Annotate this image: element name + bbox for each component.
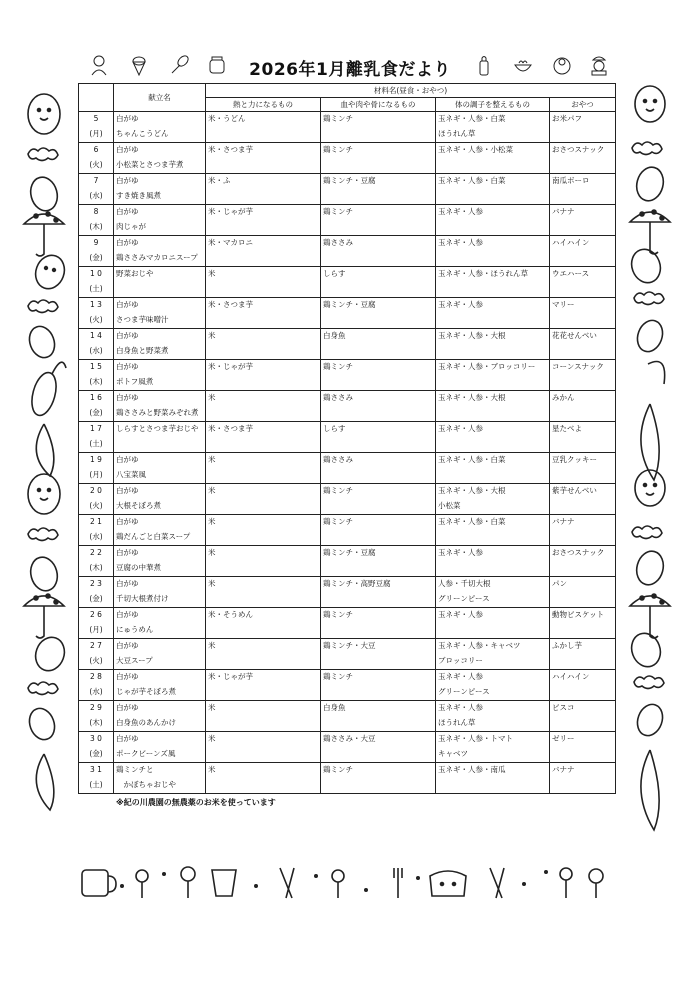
energy-cell: 米・さつま芋	[206, 422, 321, 453]
blood-cell: 鶏ミンチ	[321, 484, 436, 515]
menu-cell	[114, 422, 206, 453]
condition-line-2: グリーンピース	[438, 593, 490, 603]
date-cell	[79, 670, 114, 701]
condition-cell	[436, 732, 550, 763]
energy-cell: 米・うどん	[206, 112, 321, 143]
energy-cell: 米	[206, 329, 321, 360]
snack-cell: マリー	[550, 298, 616, 329]
snack-cell: パン	[550, 577, 616, 608]
weekday: (水)	[89, 345, 103, 355]
menu-line-2: 白身魚のあんかけ	[116, 717, 176, 727]
chef-icon	[588, 54, 610, 76]
condition-line-2: グリーンピース	[438, 686, 490, 696]
energy-cell: 米	[206, 515, 321, 546]
weekday: (火)	[89, 314, 103, 324]
menu-cell	[114, 360, 206, 391]
weekday: (土)	[89, 438, 103, 448]
weekday: (木)	[89, 376, 103, 386]
day-number: 2 0	[90, 486, 102, 495]
menu-line-1: 白がゆ	[116, 579, 139, 588]
day-number: 3 1	[90, 765, 102, 774]
energy-cell: 米	[206, 453, 321, 484]
condition-line-1: 玉ネギ・人参	[438, 238, 483, 247]
menu-cell	[114, 143, 206, 174]
blood-cell: 鶏ミンチ・豆腐	[321, 546, 436, 577]
condition-line-1: 玉ネギ・人参・白菜	[438, 517, 506, 526]
menu-line-1: 野菜おじや	[116, 269, 154, 278]
weekday: (火)	[89, 655, 103, 665]
condition-line-1: 玉ネギ・人参・大根	[438, 331, 506, 340]
condition-cell	[436, 267, 550, 298]
menu-cell	[114, 174, 206, 205]
weekday: (土)	[89, 283, 103, 293]
table-row	[79, 515, 616, 546]
menu-line-1: 白がゆ	[116, 641, 139, 650]
condition-cell	[436, 701, 550, 732]
energy-cell: 米・そうめん	[206, 608, 321, 639]
energy-cell: 米	[206, 546, 321, 577]
menu-line-2: 鶏だんごと白菜スープ	[116, 531, 191, 541]
menu-line-2: 肉じゃが	[116, 221, 146, 231]
table-row	[79, 763, 616, 794]
menu-line-2: 鶏ささみマカロニスープ	[116, 252, 198, 262]
energy-cell: 米・さつま芋	[206, 143, 321, 174]
energy-cell: 米・マカロニ	[206, 236, 321, 267]
condition-cell	[436, 298, 550, 329]
menu-line-1: 白がゆ	[116, 207, 139, 216]
blood-cell: 鶏ささみ	[321, 236, 436, 267]
date-cell	[79, 577, 114, 608]
weekday: (木)	[89, 221, 103, 231]
table-row	[79, 639, 616, 670]
weekday: (金)	[89, 593, 103, 603]
date-cell	[79, 143, 114, 174]
weekday: (木)	[89, 717, 103, 727]
menu-line-1: 白がゆ	[116, 114, 139, 123]
blood-cell: 鶏ささみ	[321, 391, 436, 422]
condition-line-1: 玉ネギ・人参・白菜	[438, 455, 506, 464]
menu-cell	[114, 391, 206, 422]
energy-cell: 米・ふ	[206, 174, 321, 205]
condition-cell	[436, 484, 550, 515]
weekday: (金)	[89, 407, 103, 417]
menu-cell	[114, 701, 206, 732]
blood-cell: 鶏ミンチ	[321, 143, 436, 174]
menu-line-1: 白がゆ	[116, 703, 139, 712]
day-number: 8	[93, 207, 99, 216]
condition-line-1: 玉ネギ・人参	[438, 548, 483, 557]
date-header	[79, 84, 114, 112]
day-number: 7	[93, 176, 99, 185]
blood-cell: 鶏ミンチ・豆腐	[321, 298, 436, 329]
date-cell	[79, 732, 114, 763]
menu-cell	[114, 484, 206, 515]
bowl-icon	[512, 54, 534, 76]
day-number: 2 8	[90, 672, 102, 681]
day-number: 1 6	[90, 393, 102, 402]
blood-cell: 鶏ミンチ・高野豆腐	[321, 577, 436, 608]
menu-line-1: 白がゆ	[116, 176, 139, 185]
menu-line-1: 白がゆ	[116, 393, 139, 402]
table-row	[79, 484, 616, 515]
condition-cell	[436, 670, 550, 701]
menu-line-2: ポークビーンズ風	[116, 748, 176, 758]
energy-cell: 米	[206, 577, 321, 608]
left-decoration	[14, 84, 74, 824]
menu-cell	[114, 329, 206, 360]
snack-cell: 豆乳クッキー	[550, 453, 616, 484]
table-row	[79, 546, 616, 577]
snack-cell: 紫芋せんべい	[550, 484, 616, 515]
blood-header: 血や肉や骨になるもの	[321, 98, 436, 112]
day-number: 2 9	[90, 703, 102, 712]
condition-line-1: 玉ネギ・人参	[438, 672, 483, 681]
date-cell	[79, 701, 114, 732]
table-row	[79, 608, 616, 639]
menu-line-1: 白がゆ	[116, 548, 139, 557]
menu-line-2: 千切大根煮付け	[116, 593, 169, 603]
menu-cell	[114, 639, 206, 670]
condition-line-1: 玉ネギ・人参・小松菜	[438, 145, 513, 154]
day-number: 2 6	[90, 610, 102, 619]
menu-line-1: しらすとさつま芋おじや	[116, 424, 199, 433]
weekday: (木)	[89, 562, 103, 572]
snack-cell: おさつスナック	[550, 143, 616, 174]
date-cell	[79, 236, 114, 267]
condition-cell	[436, 546, 550, 577]
snack-cell: 南瓜ボーロ	[550, 174, 616, 205]
blood-cell: しらす	[321, 267, 436, 298]
condition-line-1: 玉ネギ・人参	[438, 300, 483, 309]
condition-line-1: 玉ネギ・人参	[438, 207, 483, 216]
energy-cell: 米	[206, 267, 321, 298]
table-row	[79, 701, 616, 732]
menu-line-2: さつま芋味噌汁	[116, 314, 169, 324]
menu-cell	[114, 267, 206, 298]
condition-cell	[436, 143, 550, 174]
snack-cell: バナナ	[550, 515, 616, 546]
weekday: (月)	[89, 128, 103, 138]
menu-line-2: 八宝菜風	[116, 469, 146, 479]
date-cell	[79, 515, 114, 546]
condition-line-1: 玉ネギ・人参	[438, 703, 483, 712]
snack-cell: 動物ビスケット	[550, 608, 616, 639]
condition-cell	[436, 174, 550, 205]
menu-cell	[114, 453, 206, 484]
weekday: (水)	[89, 190, 103, 200]
snack-header: おやつ	[550, 98, 616, 112]
condition-line-1: 玉ネギ・人参	[438, 424, 483, 433]
page-title: 2026年1月離乳食だより	[249, 60, 451, 80]
table-row	[79, 422, 616, 453]
snack-cell: 星たべよ	[550, 422, 616, 453]
menu-line-2: ポトフ風煮	[116, 376, 154, 386]
menu-line-2: かぼちゃおじや	[116, 779, 176, 789]
condition-cell	[436, 205, 550, 236]
weekday: (水)	[89, 531, 103, 541]
menu-cell	[114, 732, 206, 763]
energy-cell: 米	[206, 391, 321, 422]
day-number: 6	[93, 145, 99, 154]
energy-cell: 米	[206, 484, 321, 515]
table-row	[79, 174, 616, 205]
condition-line-1: 玉ネギ・人参・ほうれん草	[438, 269, 528, 278]
menu-line-2: 鶏ささみと野菜みぞれ煮	[116, 407, 199, 417]
blood-cell: 鶏ミンチ	[321, 763, 436, 794]
date-cell	[79, 546, 114, 577]
blood-cell: 鶏ミンチ・豆腐	[321, 174, 436, 205]
menu-line-1: 白がゆ	[116, 331, 139, 340]
blood-cell: 鶏ミンチ	[321, 515, 436, 546]
blood-cell: 鶏ミンチ・大豆	[321, 639, 436, 670]
menu-table	[78, 83, 616, 794]
blood-cell: 鶏ミンチ	[321, 608, 436, 639]
menu-line-2: すき焼き風煮	[116, 190, 161, 200]
condition-line-2: 小松菜	[438, 500, 461, 510]
condition-cell	[436, 608, 550, 639]
right-decoration	[618, 84, 680, 844]
day-number: 1 7	[90, 424, 102, 433]
weekday: (土)	[89, 779, 103, 789]
condition-cell	[436, 639, 550, 670]
snack-cell: 花花せんべい	[550, 329, 616, 360]
menu-line-2: 小松菜とさつま芋煮	[116, 159, 184, 169]
condition-cell	[436, 329, 550, 360]
menu-line-1: 白がゆ	[116, 486, 139, 495]
date-cell	[79, 608, 114, 639]
snack-cell: お米パフ	[550, 112, 616, 143]
blood-cell: 鶏ささみ	[321, 453, 436, 484]
menu-cell	[114, 670, 206, 701]
table-row	[79, 112, 616, 143]
bottom-decoration	[80, 862, 620, 902]
weekday: (火)	[89, 500, 103, 510]
footnote: ※紀の川農園の無農薬のお米を使っています	[116, 798, 276, 807]
table-row	[79, 577, 616, 608]
menu-cell	[114, 112, 206, 143]
condition-line-2: ほうれん草	[438, 717, 476, 727]
date-cell	[79, 484, 114, 515]
condition-cell	[436, 763, 550, 794]
table-row	[79, 298, 616, 329]
menu-line-1: 鶏ミンチと	[116, 765, 154, 774]
date-cell	[79, 267, 114, 298]
day-number: 2 3	[90, 579, 102, 588]
baby-bottle-icon	[473, 54, 495, 76]
blood-cell: しらす	[321, 422, 436, 453]
condition-line-1: 玉ネギ・人参・大根	[438, 486, 506, 495]
energy-cell: 米・じゃが芋	[206, 670, 321, 701]
table-row	[79, 267, 616, 298]
table-row	[79, 143, 616, 174]
condition-line-1: 玉ネギ・人参・白菜	[438, 114, 506, 123]
menu-cell	[114, 236, 206, 267]
weekday: (月)	[89, 624, 103, 634]
table-row	[79, 391, 616, 422]
snack-cell: ゼリー	[550, 732, 616, 763]
condition-line-1: 玉ネギ・人参・大根	[438, 393, 506, 402]
menu-line-1: 白がゆ	[116, 362, 139, 371]
condition-line-1: 玉ネギ・人参	[438, 610, 483, 619]
day-number: 1 4	[90, 331, 102, 340]
date-cell	[79, 298, 114, 329]
table-row	[79, 732, 616, 763]
condition-line-1: 人参・千切大根	[438, 579, 491, 588]
menu-line-2: 白身魚と野菜煮	[116, 345, 169, 355]
date-cell	[79, 639, 114, 670]
date-cell	[79, 391, 114, 422]
energy-cell: 米	[206, 763, 321, 794]
snack-cell: みかん	[550, 391, 616, 422]
weekday: (火)	[89, 159, 103, 169]
menu-cell	[114, 763, 206, 794]
menu-line-1: 白がゆ	[116, 300, 139, 309]
menu-line-1: 白がゆ	[116, 517, 139, 526]
energy-header: 熱と力になるもの	[206, 98, 321, 112]
condition-cell	[436, 112, 550, 143]
energy-cell: 米・じゃが芋	[206, 360, 321, 391]
menu-cell	[114, 205, 206, 236]
menu-cell	[114, 298, 206, 329]
condition-line-1: 玉ネギ・人参・トマト	[438, 734, 513, 743]
blood-cell: 白身魚	[321, 329, 436, 360]
snack-cell: バナナ	[550, 763, 616, 794]
snack-cell: ハイハイン	[550, 670, 616, 701]
snack-cell: コーンスナック	[550, 360, 616, 391]
day-number: 2 2	[90, 548, 102, 557]
title-row	[80, 52, 620, 82]
blood-cell: 鶏ミンチ	[321, 205, 436, 236]
table-row	[79, 205, 616, 236]
condition-line-1: 玉ネギ・人参・キャベツ	[438, 641, 521, 650]
day-number: 1 0	[90, 269, 102, 278]
ingredients-header: 材料名(昼食・おやつ)	[206, 84, 616, 98]
condition-line-2: キャベツ	[438, 748, 468, 758]
condition-line-2: ブロッコリー	[438, 655, 483, 665]
menu-line-1: 白がゆ	[116, 455, 139, 464]
energy-cell: 米	[206, 701, 321, 732]
menu-line-2: にゅうめん	[116, 624, 154, 634]
menu-cell	[114, 546, 206, 577]
energy-cell: 米・じゃが芋	[206, 205, 321, 236]
condition-line-1: 玉ネギ・人参・ブロッコリー	[438, 362, 536, 371]
snack-cell: ウエハース	[550, 267, 616, 298]
blood-cell: 鶏ミンチ	[321, 112, 436, 143]
date-cell	[79, 205, 114, 236]
day-number: 3 0	[90, 734, 102, 743]
day-number: 9	[93, 238, 99, 247]
day-number: 5	[93, 114, 99, 123]
menu-line-2: ちゃんこうどん	[116, 128, 169, 138]
energy-cell: 米・さつま芋	[206, 298, 321, 329]
date-cell	[79, 112, 114, 143]
menu-line-1: 白がゆ	[116, 238, 139, 247]
condition-cell	[436, 360, 550, 391]
condition-line-1: 玉ネギ・人参・南瓜	[438, 765, 506, 774]
table-row	[79, 453, 616, 484]
date-cell	[79, 453, 114, 484]
condition-cell	[436, 577, 550, 608]
blood-cell: 鶏ミンチ	[321, 670, 436, 701]
condition-cell	[436, 391, 550, 422]
menu-line-1: 白がゆ	[116, 610, 139, 619]
date-cell	[79, 763, 114, 794]
condition-cell	[436, 236, 550, 267]
weekday: (金)	[89, 748, 103, 758]
snack-cell: ハイハイン	[550, 236, 616, 267]
menu-cell	[114, 608, 206, 639]
menu-line-2: 大豆スープ	[116, 655, 153, 665]
day-number: 2 1	[90, 517, 102, 526]
menu-line-2: じゃが芋そぼろ煮	[116, 686, 176, 696]
blood-cell: 鶏ささみ・大豆	[321, 732, 436, 763]
menu-line-1: 白がゆ	[116, 145, 139, 154]
condition-cell	[436, 515, 550, 546]
condition-header: 体の調子を整えるもの	[436, 98, 550, 112]
date-cell	[79, 329, 114, 360]
date-cell	[79, 360, 114, 391]
energy-cell: 米	[206, 732, 321, 763]
energy-cell: 米	[206, 639, 321, 670]
snack-cell: ビスコ	[550, 701, 616, 732]
bib-icon	[551, 54, 573, 76]
table-row	[79, 670, 616, 701]
table-row	[79, 329, 616, 360]
day-number: 1 3	[90, 300, 102, 309]
menu-line-2: 大根そぼろ煮	[116, 500, 161, 510]
date-cell	[79, 422, 114, 453]
menu-body	[79, 112, 616, 794]
weekday: (月)	[89, 469, 103, 479]
menu-cell	[114, 577, 206, 608]
day-number: 1 9	[90, 455, 102, 464]
menu-line-2: 豆腐の中華煮	[116, 562, 161, 572]
day-number: 2 7	[90, 641, 102, 650]
menu-line-1: 白がゆ	[116, 672, 139, 681]
date-cell	[79, 174, 114, 205]
snack-cell: ふかし芋	[550, 639, 616, 670]
weekday: (金)	[89, 252, 103, 262]
day-number: 1 5	[90, 362, 102, 371]
menu-name-header: 献立名	[114, 84, 206, 112]
snack-cell: おさつスナック	[550, 546, 616, 577]
condition-line-1: 玉ネギ・人参・白菜	[438, 176, 506, 185]
menu-cell	[114, 515, 206, 546]
snack-cell: バナナ	[550, 205, 616, 236]
table-row	[79, 236, 616, 267]
menu-line-1: 白がゆ	[116, 734, 139, 743]
table-row	[79, 360, 616, 391]
weekday: (水)	[89, 686, 103, 696]
condition-cell	[436, 422, 550, 453]
condition-line-2: ほうれん草	[438, 128, 476, 138]
condition-cell	[436, 453, 550, 484]
blood-cell: 鶏ミンチ	[321, 360, 436, 391]
blood-cell: 白身魚	[321, 701, 436, 732]
